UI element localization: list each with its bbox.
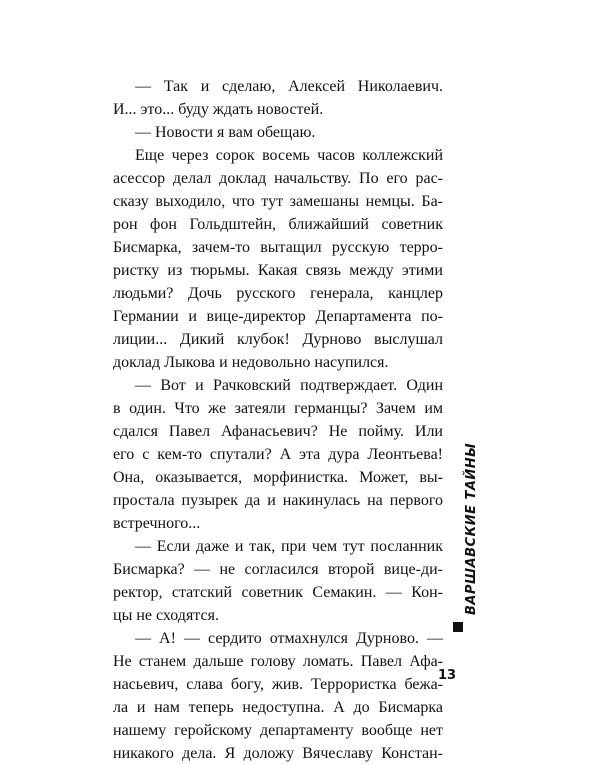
- text-line: лиции... Дикий клубок! Дурново выслушал: [113, 331, 443, 348]
- text-line: людьми? Дочь русского генерала, канцлер: [113, 285, 443, 302]
- text-line: — Так и сделаю, Алексей Николаевич.: [135, 78, 443, 95]
- text-line: сдался Павел Афанасьевич? Не пойму. Или: [113, 423, 443, 440]
- text-line: Не станем дальше голову ломать. Павел Афа-: [113, 653, 443, 670]
- text-line: ла и нам теперь недоступна. А до Бисмарка: [113, 699, 443, 716]
- text-line: Бисмарка, зачем-то вытащил русскую терро-: [113, 239, 443, 256]
- square-marker-icon: [453, 622, 463, 632]
- text-line: никакого дела. Я доложу Вячеславу Констан-: [113, 745, 443, 762]
- running-title: ВАРШАВСКИЕ ТАЙНЫ: [464, 442, 479, 615]
- text-line: Еще через сорок восемь часов коллежский: [135, 147, 443, 164]
- page-number: 13: [438, 668, 457, 683]
- body-text: [113, 75, 443, 765]
- text-line: — Вот и Рачковский подтверждает. Один: [135, 377, 443, 394]
- text-line: Она, оказывается, морфинистка. Может, вы-: [113, 469, 443, 486]
- text-line: ректор, статский советник Семакин. — Кон-: [113, 584, 443, 601]
- text-line: рон фон Гольдштейн, ближайший советник: [113, 216, 443, 233]
- text-line: простала пузырек да и накинулась на первого: [113, 492, 443, 509]
- text-line: сказу выходило, что тут замешаны немцы. Ба-: [113, 193, 443, 210]
- text-line: нашему геройскому департаменту вообще нет: [113, 722, 443, 739]
- text-line: — А! — сердито отмахнулся Дурново. —: [135, 630, 443, 647]
- text-line: ристку из тюрьмы. Какая связь между этими: [113, 262, 443, 279]
- text-line: цы не сходятся.: [113, 607, 219, 624]
- text-line: И... это... буду ждать новостей.: [113, 101, 324, 118]
- text-line: его с кем-то спутали? А эта дура Леонтьева!: [113, 446, 443, 463]
- text-line: доклад Лыкова и недовольно насупился.: [113, 354, 389, 371]
- text-line: встречного...: [113, 515, 201, 532]
- text-line: Бисмарка? — не согласился второй вице-ди-: [113, 561, 443, 578]
- text-line: — Если даже и так, при чем тут посланник: [135, 538, 443, 555]
- text-line: асессор делал доклад начальству. По его рас-: [113, 170, 443, 187]
- text-line: в один. Что же затеяли германцы? Зачем им: [113, 400, 443, 417]
- text-line: — Новости я вам обещаю.: [135, 124, 316, 141]
- text-line: Германии и вице-директор Департамента по-: [113, 308, 443, 325]
- text-line: насьевич, слава богу, жив. Террористка бежа-: [113, 676, 443, 693]
